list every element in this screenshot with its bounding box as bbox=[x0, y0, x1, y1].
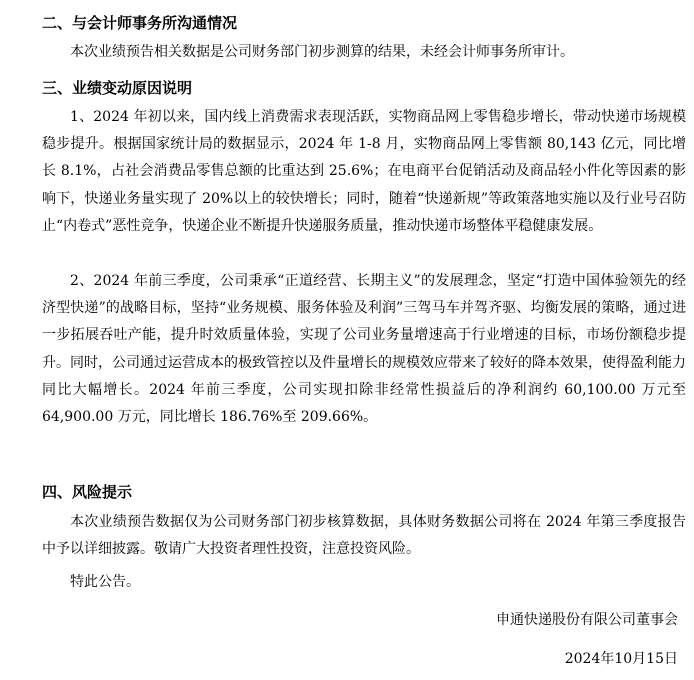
signature-company: 申通快递股份有限公司董事会 bbox=[496, 612, 678, 628]
paragraph-risk-warning: 本次业绩预告数据仅为公司财务部门初步核算数据，具体财务数据公司将在 2024 年第三季度报告中予以详细披露。敬请广大投资者理性投资，注意投资风险。 bbox=[42, 514, 686, 558]
section-heading-performance-change-reasons: 三、业绩变动原因说明 bbox=[42, 79, 193, 97]
section-heading-auditor-communication: 二、与会计师事务所沟通情况 bbox=[42, 14, 238, 32]
paragraph-auditor-communication: 本次业绩预告相关数据是公司财务部门初步测算的结果，未经会计师事务所审计。 bbox=[70, 44, 574, 60]
section-heading-risk-warning: 四、风险提示 bbox=[42, 483, 133, 501]
closing-statement: 特此公告。 bbox=[70, 574, 140, 590]
paragraph-reason-1: 1、2024 年初以来，国内线上消费需求表现活跃，实物商品网上零售稳步增长，带动快递市场规模稳步提升。根据国家统计局的数据显示，2024 年 1-8 月，实物商品网上零售额 80,143 亿元，同比增长 8.1%，占社会消费品零售总额的比重达到 25.6%；在电商平台促销活动及商品轻小件化等因素的影响下，快递业务量实现了 20%以上的较快增长；同时，随着“快递新规”等政策落地实施以及行业号召防止“内卷式”恶性竞争，快递企业不断提升快递服务质量，推动快递市场整体平稳健康发展。 bbox=[42, 109, 686, 234]
signature-date: 2024年10月15日 bbox=[564, 651, 678, 667]
paragraph-reason-2: 2、2024 年前三季度，公司秉承“正道经营、长期主义”的发展理念，坚定“打造中国体验领先的经济型快递”的战略目标，坚持“业务规模、服务体验及利润”三驾马车并驾齐驱、均衡发展的策略，通过进一步拓展吞吐产能，提升时效质量体验，实现了公司业务量增速高于行业增速的目标，市场份额稳步提升。同时，公司通过运营成本的极致管控以及件量增长的规模效应带来了较好的降本效果，使得盈利能力同比大幅增长。2024 年前三季度，公司实现扣除非经常性损益后的净利润约 60,100.00 万元至 64,900.00 万元，同比增长 186.76%至 209.66%。 bbox=[42, 273, 686, 426]
